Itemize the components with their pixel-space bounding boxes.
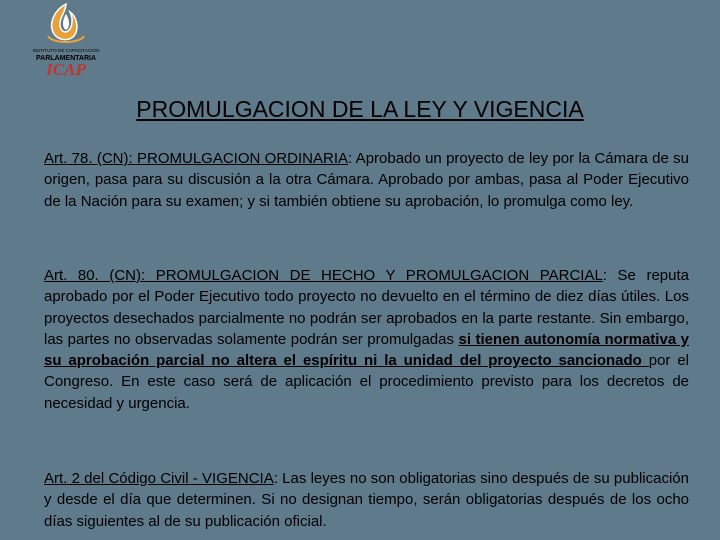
paragraph-codigo-civil (44, 468, 689, 532)
paragraph-art-78-body: : Aprobado un proyecto de ley por la Cámara de su origen, pasa para su discusión a la otra Cámara. Aprobado por ambas, pasa al Poder Ejecutivo de la Nación para su examen; y si también obtiene su aprobación, lo promulga como ley. (44, 150, 689, 210)
paragraph-art-80-heading: Art. 80. (CN): PROMULGACION DE HECHO Y PROMULGACION PARCIAL (44, 267, 603, 284)
paragraph-art-80-body-2: por el Congreso. En este caso será de aplicación el procedimiento previsto para los decretos de necesidad y urgencia. (44, 352, 689, 412)
paragraph-art-80-body-1: : Se reputa aprobado por el Poder Ejecutivo todo proyecto no devuelto en el término de diez días útiles. Los proyectos desechados parcialmente no podrán ser aprobados en la parte restante. Sin embargo, las partes no observadas solamente podrán ser promulgadas (44, 267, 689, 348)
paragraph-art-78 (44, 148, 689, 212)
slide-title: PROMULGACION DE LA LEY Y VIGENCIA (136, 96, 584, 122)
paragraph-art-78-heading: Art. 78. (CN): PROMULGACION ORDINARIA (44, 150, 349, 167)
logo-mid-text: PARLAMENTARIA (35, 55, 97, 62)
paragraph-codigo-civil-body: : Las leyes no son obligatorias sino después de su publicación y desde el día que determinen. Si no designan tiempo, serán obligatorias después de los ocho días siguientes al de su publicación oficial. (44, 470, 689, 530)
paragraph-codigo-civil-heading: Art. 2 del Código Civil - VIGENCIA (44, 470, 274, 487)
paragraph-art-80 (44, 265, 689, 414)
logo-brand-text: ICAP (46, 60, 86, 79)
icap-logo-graphic (18, 0, 114, 80)
paragraph-art-80-emphasis: si tienen autonomía normativa y su aprobación parcial no altera el espíritu ni la unidad del proyecto sancionado (44, 330, 689, 370)
icap-logo (18, 0, 114, 80)
logo-top-text: INSTITUTO DE CAPACITACION (32, 48, 100, 53)
